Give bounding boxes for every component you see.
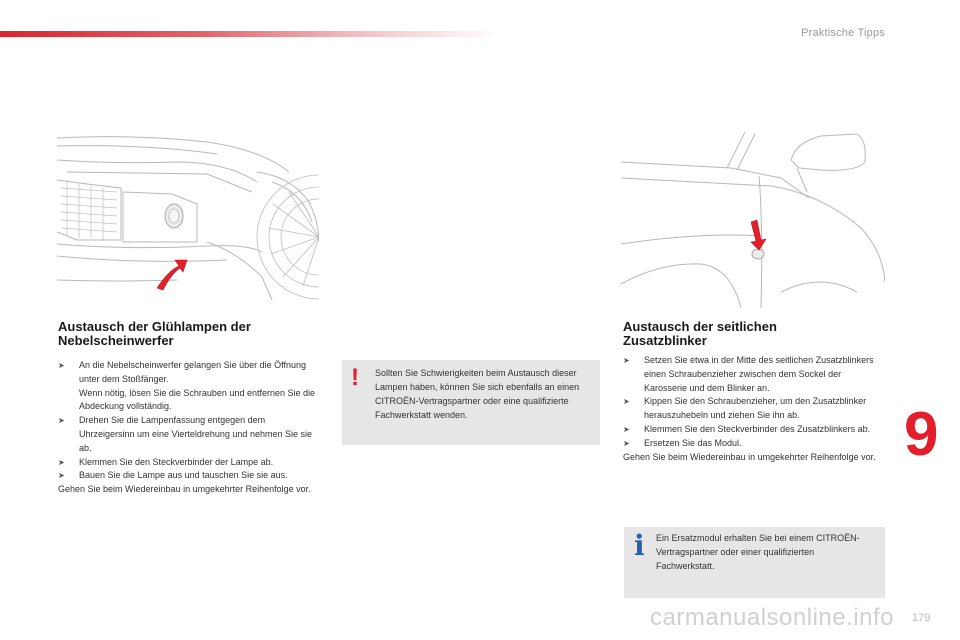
bullet-arrow-icon: ➤ [623,424,630,434]
list-item [623,423,885,437]
list-item [58,359,322,414]
bullet-arrow-icon: ➤ [623,397,630,407]
step-text: Ersetzen Sie das Modul. [644,437,742,448]
top-accent-bar [0,31,500,37]
list-item [58,414,322,455]
side-repeater-heading-line-1: Austausch der seitlichen [623,319,777,334]
fog-lamp-illustration [57,132,319,300]
step-text: An die Nebelscheinwerfer gelangen Sie über die Öffnung unter dem Stoßfänger. [79,360,306,384]
bullet-arrow-icon: ➤ [58,361,65,370]
fog-lamp-step-list [58,359,322,483]
list-item [623,354,885,395]
side-repeater-heading-line-2: Zusatzblinker [623,333,707,348]
list-item [58,469,322,483]
bullet-arrow-icon: ➤ [58,416,65,426]
side-repeater-heading [623,320,883,348]
bullet-arrow-icon: ➤ [58,471,65,481]
chapter-number: 9 [904,400,939,469]
bullet-arrow-icon: ➤ [58,457,65,467]
step-text: Klemmen Sie den Steckverbinder der Lampe ab. [79,456,274,467]
fog-lamp-heading [58,320,338,348]
fog-lamp-instructions [58,359,322,497]
side-repeater-instructions [623,354,885,464]
fog-lamp-heading-line-1: Austausch der Glühlampen der [58,319,251,334]
warning-text: Sollten Sie Schwierigkeiten beim Austausch dieser Lampen haben, können Sie sich ebenfalls an einen CITROËN-Vertragspartner oder eine qualifizierte Fachwerkstatt wenden. [375,368,580,420]
list-item [623,437,885,451]
info-text: Ein Ersatzmodul erhalten Sie bei einem CITROËN-Vertragspartner oder einer qualifizierten Fachwerkstatt. [656,533,860,571]
fog-lamp-pointer-arrow [157,260,187,290]
side-repeater-pointer-arrow [751,220,766,250]
warning-exclamation-icon: ! [351,364,359,391]
warning-box [342,360,600,445]
bullet-arrow-icon: ➤ [623,438,630,448]
list-item [623,395,885,423]
list-item [58,456,322,470]
step-text: Bauen Sie die Lampe aus und tauschen Sie sie aus. [79,470,288,481]
info-box [624,527,885,598]
step-text: Setzen Sie etwa in der Mitte des seitlichen Zusatzblinkers einen Schraubenzieher zwischen dem Sockel der Karosserie und dem Blinker an. [644,355,874,393]
side-repeater-step-list [623,354,885,451]
closing-text: Gehen Sie beim Wiedereinbau in umgekehrter Reihenfolge vor. [58,484,311,495]
fog-lamp-heading-line-2: Nebelscheinwerfer [58,333,174,348]
info-icon: i [634,529,645,562]
step-text: Drehen Sie die Lampenfassung entgegen dem Uhrzeigersinn um eine Vierteldrehung und nehmen Sie sie ab. [79,415,312,453]
step-text: Kippen Sie den Schraubenzieher, um den Zusatzblinker herauszuhebeln und ziehen Sie ihn ab. [644,396,867,421]
page-number: 179 [912,612,931,624]
watermark: carmanualsonline.info [650,604,894,631]
step-text-extra: Wenn nötig, lösen Sie die Schrauben und entfernen Sie die Abdeckung vollständig. [79,387,315,412]
side-repeater-illustration [621,132,885,308]
section-header: Praktische Tipps [801,27,885,39]
closing-text: Gehen Sie beim Wiedereinbau in umgekehrter Reihenfolge vor. [623,451,876,462]
step-text: Klemmen Sie den Steckverbinder des Zusatzblinkers ab. [644,423,871,434]
bullet-arrow-icon: ➤ [623,356,630,365]
